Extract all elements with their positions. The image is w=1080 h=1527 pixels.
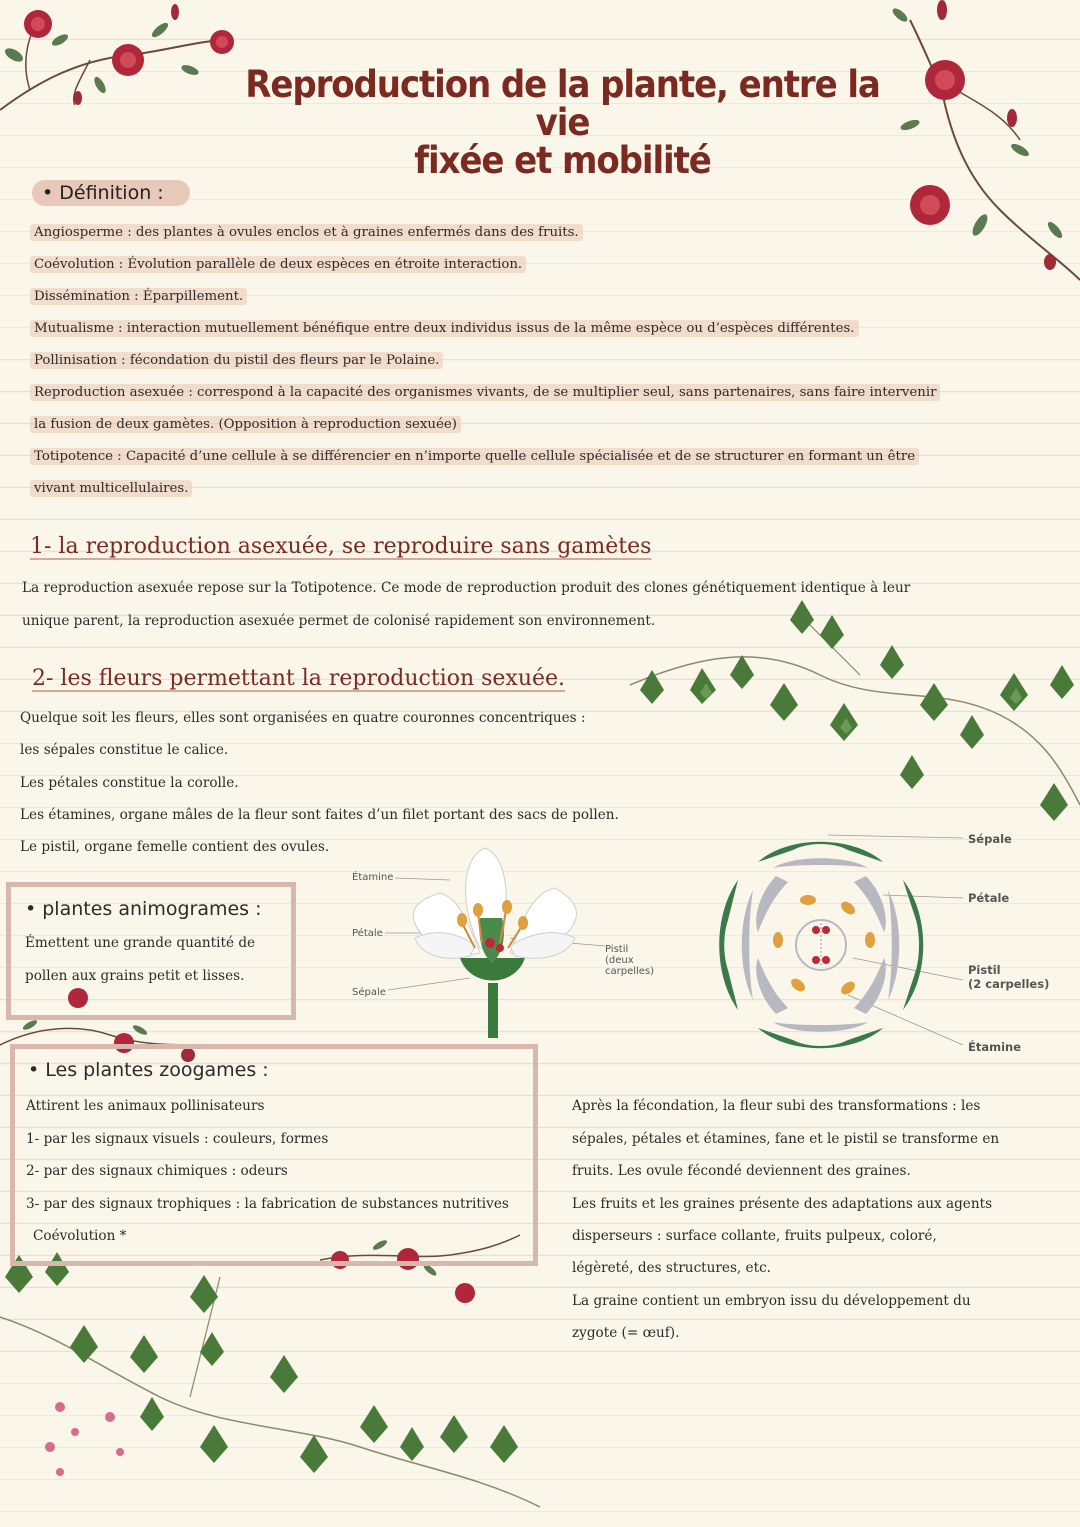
label-pistil-line: Pistil [605, 944, 629, 955]
title-line-2: fixée et mobilité [414, 139, 711, 182]
label-pistil-diagram-line: (2 carpelles) [968, 977, 1050, 991]
zoogames-text: 2- par des signaux chimiques : odeurs [26, 1163, 288, 1179]
zoogames-text: Coévolution * [33, 1228, 127, 1244]
rose-branch-top-right [880, 0, 1080, 290]
zoogames-text: 3- par des signaux trophiques : la fabrication de substances nutritives [26, 1196, 509, 1212]
floral-diagram [698, 820, 1058, 1070]
after-text: sépales, pétales et étamines, fane et le pistil se transforme en [572, 1131, 1000, 1147]
definition-line: Reproduction asexuée : correspond à la capacité des organismes vivants, de se multiplier seul, sans partenaires, sans faire intervenir [30, 383, 940, 403]
label-etamine-diagram: Étamine [968, 1040, 1022, 1054]
title-line-1: Reproduction de la plante, entre la vie [245, 63, 880, 144]
label-sepale-diagram: Sépale [968, 832, 1012, 846]
section-1-text: unique parent, la reproduction asexuée permet de colonisé rapidement son environnement. [22, 613, 656, 629]
definition-heading: • Définition : [32, 180, 190, 206]
section-2-text: les sépales constitue le calice. [20, 742, 229, 758]
label-pistil [605, 944, 654, 977]
after-text: légèreté, des structures, etc. [572, 1260, 772, 1276]
definition-line: Totipotence : Capacité d’une cellule à se différencier en n’importe quelle cellule spécialisée et de se structurer en formant un être [30, 447, 919, 467]
section-2-text: Les étamines, organe mâles de la fleur sont faites d’un filet portant des sacs de pollen. [20, 807, 619, 823]
label-etamine: Étamine [352, 872, 394, 883]
definition-line: vivant multicellulaires. [30, 479, 192, 499]
rose-branch-top-left [0, 0, 240, 150]
definition-line: Coévolution : Évolution parallèle de deux espèces en étroite interaction. [30, 255, 526, 275]
section-2-text: Le pistil, organe femelle contient des ovules. [20, 839, 330, 855]
label-pistil-line: (deux [605, 955, 634, 966]
label-sepale: Sépale [352, 987, 386, 998]
after-text: disperseurs : surface collante, fruits pulpeux, coloré, [572, 1228, 937, 1244]
definition-line: Angiosperme : des plantes à ovules enclos et à graines enfermés dans des fruits. [30, 223, 583, 243]
definition-line: Dissémination : Éparpillement. [30, 287, 247, 307]
after-text: La graine contient un embryon issu du développement du [572, 1293, 971, 1309]
definition-line: Mutualisme : interaction mutuellement bénéfique entre deux individus issus de la même espèce ou d’espèces différentes. [30, 319, 859, 339]
label-petale-diagram: Pétale [968, 891, 1010, 905]
definition-line: la fusion de deux gamètes. (Opposition à reproduction sexuée) [30, 415, 461, 435]
zoogames-text: Attirent les animaux pollinisateurs [26, 1098, 265, 1114]
zoogames-text: 1- par les signaux visuels : couleurs, formes [26, 1131, 329, 1147]
after-text: zygote (= œuf). [572, 1325, 680, 1341]
after-text: fruits. Les ovule fécondé deviennent des graines. [572, 1163, 911, 1179]
anemogames-text: pollen aux grains petit et lisses. [25, 968, 245, 984]
after-text: Les fruits et les graines présente des adaptations aux agents [572, 1196, 993, 1212]
label-petale: Pétale [352, 928, 383, 939]
section-2-text: Les pétales constitue la corolle. [20, 775, 239, 791]
section-1-heading: 1- la reproduction asexuée, se reproduire sans gamètes [30, 534, 652, 559]
ivy-branch-right [620, 595, 1080, 835]
definition-line: Pollinisation : fécondation du pistil des fleurs par le Polaine. [30, 351, 443, 371]
label-pistil-diagram [968, 963, 1049, 991]
section-1-text: La reproduction asexuée repose sur la Totipotence. Ce mode de reproduction produit des clones génétiquement identique à leur [22, 580, 911, 596]
label-pistil-diagram-line: Pistil [968, 963, 1001, 977]
section-2-heading: 2- les fleurs permettant la reproduction sexuée. [32, 666, 566, 691]
label-pistil-line: carpelles) [605, 966, 655, 977]
anemogames-title: • plantes animogrames : [25, 898, 262, 920]
zoogames-title: • Les plantes zoogames : [28, 1059, 269, 1081]
after-text: Après la fécondation, la fleur subi des transformations : les [572, 1098, 981, 1114]
anemogames-text: Émettent une grande quantité de [25, 935, 256, 951]
section-2-text: Quelque soit les fleurs, elles sont organisées en quatre couronnes concentriques : [20, 710, 586, 726]
page-title [229, 63, 896, 182]
flower-illustration [350, 838, 600, 1038]
